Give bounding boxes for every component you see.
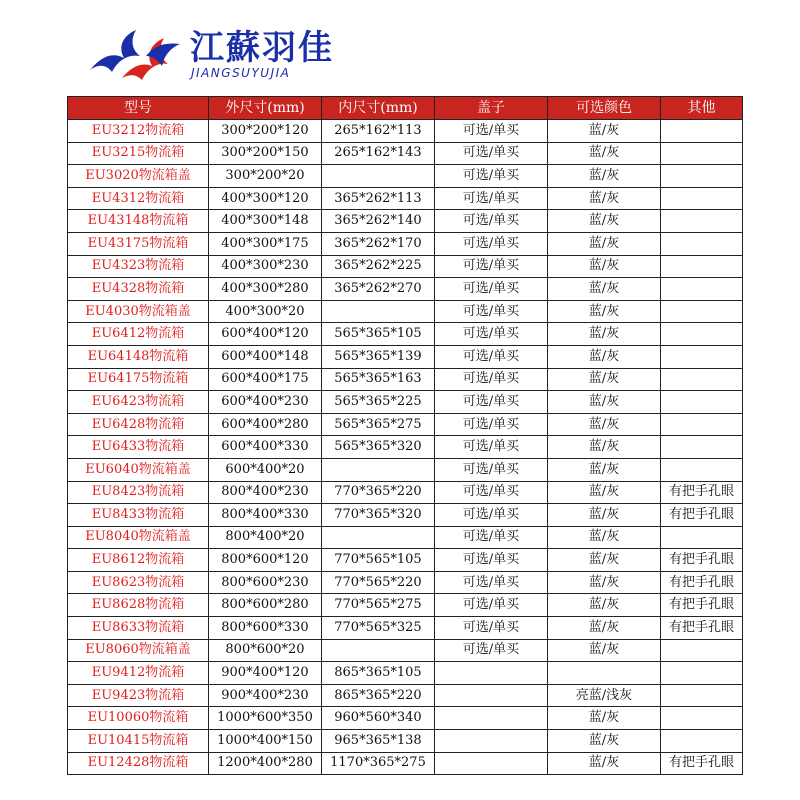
cell-lid: [435, 662, 548, 685]
cell-model: EU3212物流箱: [68, 120, 209, 143]
table-row: [68, 413, 743, 436]
cell-lid: 可选/单买: [435, 436, 548, 459]
cell-model: EU8433物流箱: [68, 504, 209, 527]
cell-inner-size: 365*262*270: [322, 278, 435, 301]
cell-model: EU8060物流箱盖: [68, 639, 209, 662]
cell-colors: 蓝/灰: [548, 639, 661, 662]
cell-colors: 蓝/灰: [548, 368, 661, 391]
cell-colors: 蓝/灰: [548, 232, 661, 255]
table-row: [68, 639, 743, 662]
cell-inner-size: 365*262*113: [322, 187, 435, 210]
cell-inner-size: 365*262*225: [322, 255, 435, 278]
cell-lid: 可选/单买: [435, 210, 548, 233]
cell-inner-size: 770*565*325: [322, 617, 435, 640]
table-row: [68, 187, 743, 210]
table-row: [68, 278, 743, 301]
cell-outer-size: 800*600*230: [209, 571, 322, 594]
table-row: [68, 323, 743, 346]
cell-outer-size: 900*400*230: [209, 684, 322, 707]
cell-lid: 可选/单买: [435, 368, 548, 391]
table-row: [68, 617, 743, 640]
cell-colors: 蓝/灰: [548, 413, 661, 436]
cell-other: [661, 391, 743, 414]
cell-outer-size: 400*300*230: [209, 255, 322, 278]
cell-other: 有把手孔眼: [661, 752, 743, 775]
cell-lid: [435, 730, 548, 753]
header-other: 其他: [661, 97, 743, 120]
table-row: [68, 684, 743, 707]
cell-model: EU3215物流箱: [68, 142, 209, 165]
cell-other: [661, 684, 743, 707]
cell-outer-size: 1000*600*350: [209, 707, 322, 730]
cell-outer-size: 300*200*120: [209, 120, 322, 143]
cell-model: EU43175物流箱: [68, 232, 209, 255]
cell-inner-size: 265*162*143: [322, 142, 435, 165]
cell-model: EU10415物流箱: [68, 730, 209, 753]
cell-inner-size: 770*565*105: [322, 549, 435, 572]
cell-inner-size: 565*365*163: [322, 368, 435, 391]
cell-lid: 可选/单买: [435, 458, 548, 481]
cell-outer-size: 400*300*175: [209, 232, 322, 255]
cell-inner-size: 960*560*340: [322, 707, 435, 730]
cell-colors: 蓝/灰: [548, 458, 661, 481]
cell-lid: 可选/单买: [435, 165, 548, 188]
cell-other: 有把手孔眼: [661, 549, 743, 572]
cell-other: [661, 232, 743, 255]
cell-other: [661, 278, 743, 301]
table-row: [68, 232, 743, 255]
cell-inner-size: 865*365*220: [322, 684, 435, 707]
cell-outer-size: 800*400*230: [209, 481, 322, 504]
table-row: [68, 142, 743, 165]
cell-outer-size: 600*400*280: [209, 413, 322, 436]
cell-other: [661, 458, 743, 481]
cell-model: EU6040物流箱盖: [68, 458, 209, 481]
cell-colors: 蓝/灰: [548, 752, 661, 775]
cell-model: EU64175物流箱: [68, 368, 209, 391]
table-row: [68, 526, 743, 549]
cell-lid: [435, 707, 548, 730]
cell-inner-size: 565*365*105: [322, 323, 435, 346]
table-row: [68, 662, 743, 685]
cell-outer-size: 1200*400*280: [209, 752, 322, 775]
cell-other: [661, 120, 743, 143]
table-row: [68, 707, 743, 730]
cell-colors: 蓝/灰: [548, 617, 661, 640]
cell-lid: 可选/单买: [435, 594, 548, 617]
cell-inner-size: 770*365*220: [322, 481, 435, 504]
cell-lid: 可选/单买: [435, 255, 548, 278]
cell-lid: 可选/单买: [435, 278, 548, 301]
cell-lid: 可选/单买: [435, 413, 548, 436]
cell-lid: [435, 752, 548, 775]
header-row: [68, 97, 743, 120]
cell-model: EU9423物流箱: [68, 684, 209, 707]
cell-other: [661, 345, 743, 368]
spec-table: [67, 96, 743, 775]
cell-lid: 可选/单买: [435, 187, 548, 210]
cell-inner-size: 770*565*275: [322, 594, 435, 617]
cell-outer-size: 900*400*120: [209, 662, 322, 685]
table-row: [68, 571, 743, 594]
cell-model: EU9412物流箱: [68, 662, 209, 685]
table-row: [68, 481, 743, 504]
cell-colors: 蓝/灰: [548, 571, 661, 594]
cell-other: 有把手孔眼: [661, 617, 743, 640]
table-row: [68, 594, 743, 617]
cell-model: EU4030物流箱盖: [68, 300, 209, 323]
cell-model: EU8423物流箱: [68, 481, 209, 504]
cell-colors: 蓝/灰: [548, 526, 661, 549]
cell-colors: 蓝/灰: [548, 436, 661, 459]
cell-colors: 蓝/灰: [548, 549, 661, 572]
cell-outer-size: 600*400*20: [209, 458, 322, 481]
spec-table-body: [68, 120, 743, 775]
cell-colors: 蓝/灰: [548, 481, 661, 504]
cell-other: [661, 300, 743, 323]
cell-colors: [548, 662, 661, 685]
cell-lid: 可选/单买: [435, 481, 548, 504]
cell-model: EU4328物流箱: [68, 278, 209, 301]
cell-inner-size: 770*565*220: [322, 571, 435, 594]
cell-outer-size: 600*400*230: [209, 391, 322, 414]
cell-other: [661, 526, 743, 549]
cell-other: [661, 707, 743, 730]
cell-model: EU10060物流箱: [68, 707, 209, 730]
cell-outer-size: 600*400*148: [209, 345, 322, 368]
cell-other: [661, 142, 743, 165]
header-colors: 可选颜色: [548, 97, 661, 120]
cell-other: 有把手孔眼: [661, 504, 743, 527]
cell-lid: 可选/单买: [435, 142, 548, 165]
cell-colors: 蓝/灰: [548, 210, 661, 233]
cell-colors: 蓝/灰: [548, 594, 661, 617]
cell-model: EU6433物流箱: [68, 436, 209, 459]
cell-colors: 蓝/灰: [548, 165, 661, 188]
cell-inner-size: 365*262*140: [322, 210, 435, 233]
table-row: [68, 120, 743, 143]
cell-model: EU8612物流箱: [68, 549, 209, 572]
cell-colors: 蓝/灰: [548, 323, 661, 346]
cell-model: EU4312物流箱: [68, 187, 209, 210]
cell-colors: 蓝/灰: [548, 707, 661, 730]
cell-outer-size: 800*600*20: [209, 639, 322, 662]
cell-other: [661, 730, 743, 753]
cell-outer-size: 800*400*20: [209, 526, 322, 549]
cell-colors: 蓝/灰: [548, 255, 661, 278]
cell-outer-size: 600*400*120: [209, 323, 322, 346]
cell-lid: 可选/单买: [435, 504, 548, 527]
cell-model: EU12428物流箱: [68, 752, 209, 775]
cell-outer-size: 800*600*120: [209, 549, 322, 572]
cell-lid: 可选/单买: [435, 639, 548, 662]
cell-lid: 可选/单买: [435, 120, 548, 143]
cell-inner-size: [322, 165, 435, 188]
header-model: 型号: [68, 97, 209, 120]
cell-outer-size: 400*300*148: [209, 210, 322, 233]
cell-model: EU6412物流箱: [68, 323, 209, 346]
cell-model: EU6428物流箱: [68, 413, 209, 436]
cell-lid: 可选/单买: [435, 526, 548, 549]
cell-inner-size: 1170*365*275: [322, 752, 435, 775]
cell-inner-size: [322, 458, 435, 481]
table-row: [68, 210, 743, 233]
cell-model: EU8628物流箱: [68, 594, 209, 617]
cell-inner-size: 965*365*138: [322, 730, 435, 753]
cell-colors: 蓝/灰: [548, 187, 661, 210]
header-lid: 盖子: [435, 97, 548, 120]
table-row: [68, 368, 743, 391]
header-outer-size: 外尺寸(mm): [209, 97, 322, 120]
cell-other: [661, 187, 743, 210]
cell-outer-size: 800*600*330: [209, 617, 322, 640]
table-row: [68, 504, 743, 527]
cell-outer-size: 300*200*20: [209, 165, 322, 188]
cell-outer-size: 800*400*330: [209, 504, 322, 527]
cell-lid: 可选/单买: [435, 617, 548, 640]
cell-other: [661, 662, 743, 685]
cell-model: EU43148物流箱: [68, 210, 209, 233]
table-row: [68, 391, 743, 414]
cell-colors: 蓝/灰: [548, 730, 661, 753]
table-row: [68, 165, 743, 188]
cell-colors: 蓝/灰: [548, 300, 661, 323]
cell-outer-size: 400*300*20: [209, 300, 322, 323]
cell-colors: 蓝/灰: [548, 504, 661, 527]
cell-outer-size: 400*300*120: [209, 187, 322, 210]
cell-model: EU8040物流箱盖: [68, 526, 209, 549]
cell-lid: 可选/单买: [435, 571, 548, 594]
brand-logo-icon: [88, 26, 184, 82]
cell-inner-size: [322, 300, 435, 323]
cell-outer-size: 300*200*150: [209, 142, 322, 165]
cell-lid: 可选/单买: [435, 345, 548, 368]
cell-inner-size: 565*365*225: [322, 391, 435, 414]
cell-other: 有把手孔眼: [661, 571, 743, 594]
cell-other: 有把手孔眼: [661, 481, 743, 504]
cell-other: [661, 436, 743, 459]
cell-lid: 可选/单买: [435, 232, 548, 255]
cell-inner-size: [322, 639, 435, 662]
cell-other: [661, 255, 743, 278]
cell-colors: 亮蓝/浅灰: [548, 684, 661, 707]
cell-colors: 蓝/灰: [548, 142, 661, 165]
cell-inner-size: 865*365*105: [322, 662, 435, 685]
cell-lid: 可选/单买: [435, 549, 548, 572]
cell-other: [661, 639, 743, 662]
brand-name-en: JIANGSUYUJIA: [191, 66, 291, 80]
cell-outer-size: 600*400*330: [209, 436, 322, 459]
cell-inner-size: [322, 526, 435, 549]
cell-inner-size: 265*162*113: [322, 120, 435, 143]
spec-table-header: [68, 97, 743, 120]
cell-model: EU8633物流箱: [68, 617, 209, 640]
cell-model: EU8623物流箱: [68, 571, 209, 594]
cell-outer-size: 400*300*280: [209, 278, 322, 301]
cell-outer-size: 1000*400*150: [209, 730, 322, 753]
cell-lid: [435, 684, 548, 707]
table-row: [68, 458, 743, 481]
cell-model: EU6423物流箱: [68, 391, 209, 414]
cell-lid: 可选/单买: [435, 323, 548, 346]
cell-inner-size: 565*365*139: [322, 345, 435, 368]
table-row: [68, 730, 743, 753]
cell-outer-size: 800*600*280: [209, 594, 322, 617]
cell-inner-size: 565*365*320: [322, 436, 435, 459]
cell-model: EU4323物流箱: [68, 255, 209, 278]
table-row: [68, 549, 743, 572]
cell-other: [661, 210, 743, 233]
cell-lid: 可选/单买: [435, 391, 548, 414]
table-row: [68, 300, 743, 323]
table-row: [68, 345, 743, 368]
cell-other: [661, 323, 743, 346]
cell-other: 有把手孔眼: [661, 594, 743, 617]
cell-colors: 蓝/灰: [548, 120, 661, 143]
brand-header: [0, 0, 800, 92]
cell-other: [661, 413, 743, 436]
cell-model: EU64148物流箱: [68, 345, 209, 368]
cell-other: [661, 165, 743, 188]
header-inner-size: 内尺寸(mm): [322, 97, 435, 120]
cell-model: EU3020物流箱盖: [68, 165, 209, 188]
cell-inner-size: 365*262*170: [322, 232, 435, 255]
cell-inner-size: 770*365*320: [322, 504, 435, 527]
table-row: [68, 255, 743, 278]
table-row: [68, 436, 743, 459]
cell-outer-size: 600*400*175: [209, 368, 322, 391]
cell-colors: 蓝/灰: [548, 278, 661, 301]
brand-name-cn: 江蘇羽佳: [190, 28, 334, 68]
cell-inner-size: 565*365*275: [322, 413, 435, 436]
cell-colors: 蓝/灰: [548, 391, 661, 414]
cell-lid: 可选/单买: [435, 300, 548, 323]
cell-colors: 蓝/灰: [548, 345, 661, 368]
table-row: [68, 752, 743, 775]
cell-other: [661, 368, 743, 391]
